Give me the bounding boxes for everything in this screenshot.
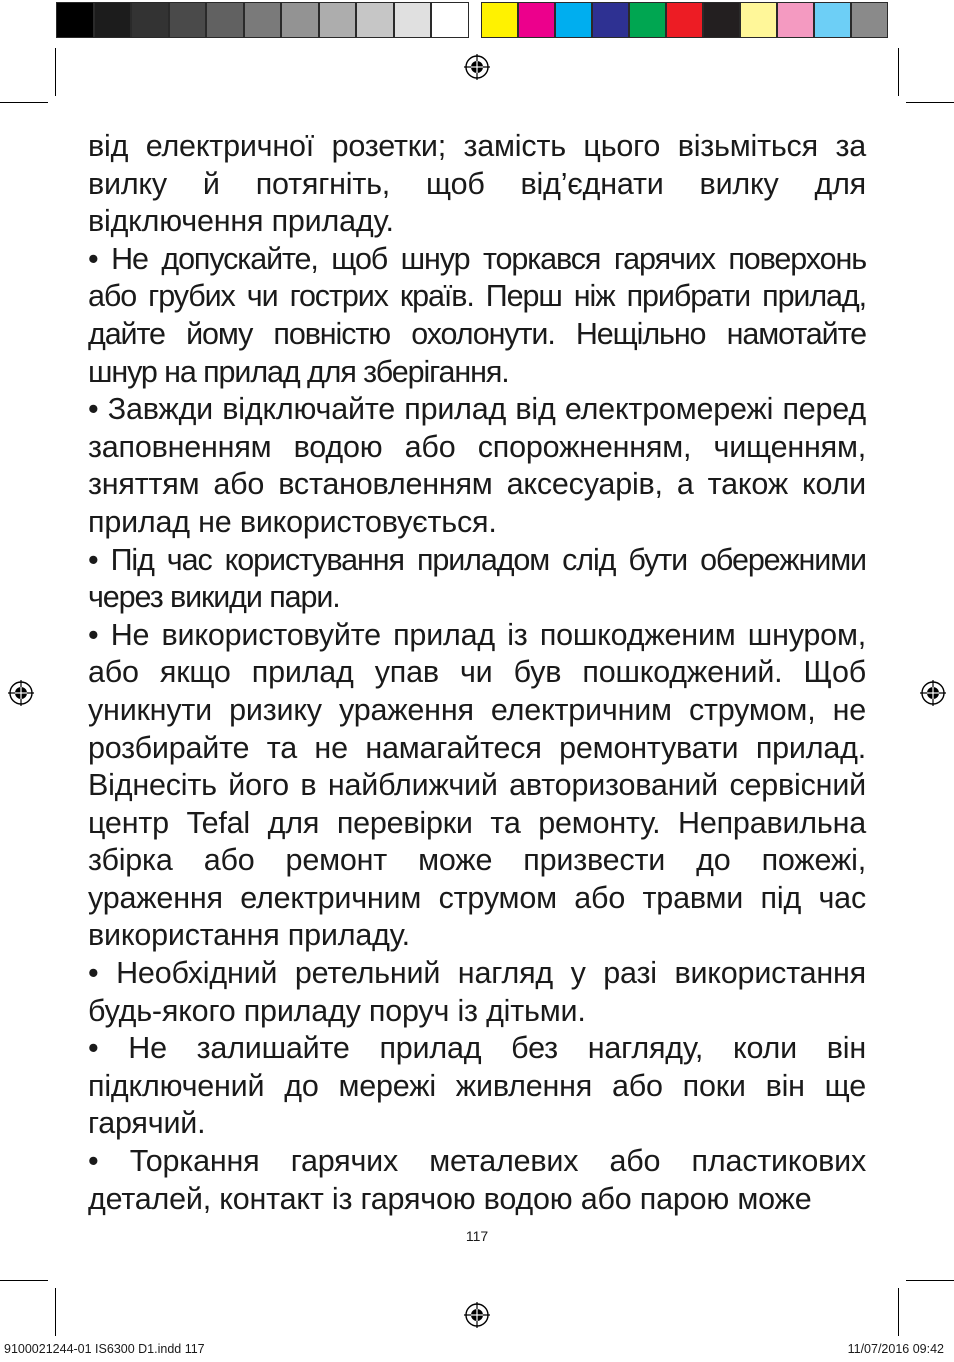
crop-mark <box>55 1288 56 1336</box>
color-swatch <box>851 2 888 38</box>
color-swatch <box>666 2 703 38</box>
gray-swatch <box>94 2 132 38</box>
color-swatch <box>629 2 666 38</box>
color-swatch <box>592 2 629 38</box>
gray-swatch <box>431 2 469 38</box>
registration-mark-icon <box>464 1302 490 1328</box>
crop-mark <box>906 102 954 103</box>
gray-swatch <box>56 2 94 38</box>
paragraph: • Завжди відключайте прилад від електромережі перед заповненням водою або спорожненням, чищенням, зняттям або встановленням аксесуарів, а також коли прилад не використовується. <box>88 392 866 539</box>
footer-timestamp: 11/07/2016 09:42 <box>847 1342 944 1356</box>
color-swatch <box>814 2 851 38</box>
color-swatch <box>777 2 814 38</box>
color-swatch <box>518 2 555 38</box>
paragraph: від електричної розетки; замість цього візьміться за вилку й потягніть, щоб від’єднати вилку для відключення приладу. <box>88 129 866 239</box>
registration-mark-icon <box>8 680 34 706</box>
footer-file-name: 9100021244-01 IS6300 D1.indd 117 <box>4 1342 205 1356</box>
crop-mark <box>898 1288 899 1336</box>
color-swatch <box>555 2 592 38</box>
color-swatch <box>740 2 777 38</box>
crop-mark <box>898 48 899 96</box>
paragraph: • Необхідний ретельний нагляд у разі використання будь-якого приладу поруч із дітьми. <box>88 956 866 1028</box>
registration-mark-icon <box>464 54 490 80</box>
body-text <box>88 128 866 1218</box>
gray-swatch <box>281 2 319 38</box>
color-swatch <box>481 2 518 38</box>
color-calibration-bar <box>56 2 900 38</box>
bar-gap <box>469 2 481 38</box>
gray-swatch <box>206 2 244 38</box>
registration-mark-icon <box>920 680 946 706</box>
paragraph: • Не використовуйте прилад із пошкодженим шнуром, або якщо прилад упав чи був пошкоджений. Щоб уникнути ризику ураження електричним струмом, не розбирайте та не намагайтеся ремонтувати прилад. Віднесіть його в найближчий авторизований сервісний центр Tefal для перевірки та ремонту. Неправильна збірка або ремонт може призвести до пожежі, ураження електричним струмом або травми під час використання приладу. <box>88 617 866 953</box>
gray-swatch <box>394 2 432 38</box>
paragraph: • Під час користування приладом слід бути обережними через викиди пари. <box>88 542 866 615</box>
gray-swatch <box>169 2 207 38</box>
paragraph: • Не залишайте прилад без нагляду, коли він підключений до мережі живлення або поки він ще гарячий. <box>88 1031 866 1141</box>
crop-mark <box>0 102 48 103</box>
gray-swatch <box>244 2 282 38</box>
gray-swatch <box>131 2 169 38</box>
page-number: 117 <box>465 1228 489 1244</box>
gray-swatch <box>356 2 394 38</box>
paragraph: • Торкання гарячих металевих або пластикових деталей, контакт із гарячою водою або парою може <box>88 1144 866 1216</box>
crop-mark <box>0 1280 48 1281</box>
crop-mark <box>906 1280 954 1281</box>
paragraph: • Не допускайте, щоб шнур торкався гарячих поверхонь або грубих чи гострих країв. Перш ніж прибрати прилад, дайте йому повністю охолонути. Нещільно намотайте шнур на прилад для зберігання. <box>88 241 866 389</box>
color-swatch <box>703 2 740 38</box>
crop-mark <box>55 48 56 96</box>
gray-swatch <box>319 2 357 38</box>
